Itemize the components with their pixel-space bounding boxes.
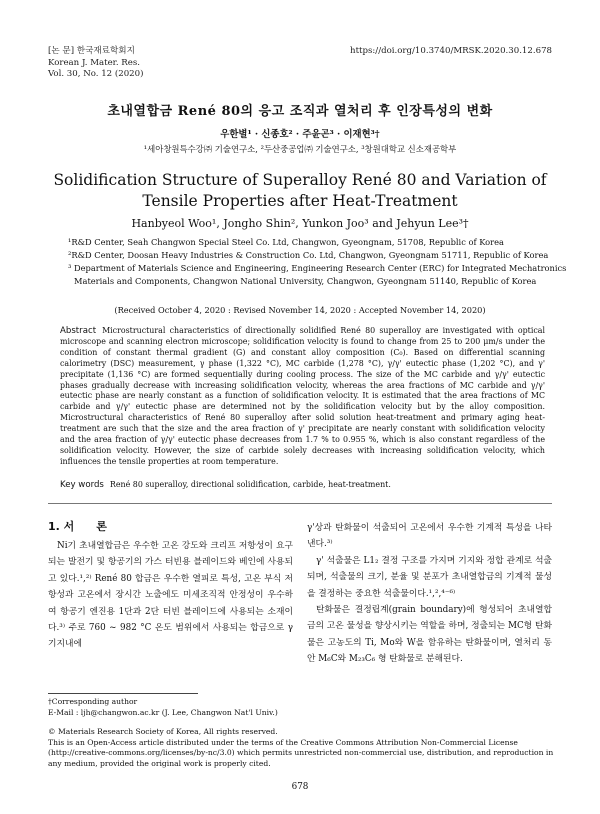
affiliations-korean: ¹세아창원특수강㈜ 기술연구소, ²두산중공업㈜ 기술연구소, ³창원대학교 신소재공학부 [143,144,457,154]
abstract [60,326,545,468]
abstract-label: Abstract [60,326,97,336]
doi-link[interactable]: https://doi.org/10.3740/MRSK.2020.30.12.678 [350,46,552,56]
intro-paragraph-1-cont: γ'상과 탄화물이 석출되어 고온에서 우수한 기계적 특성을 나타낸다.³⁾ [307,523,552,550]
affiliation-2: ²R&D Center, Doosan Heavy Industries & Construction Co. Ltd, Changwon, Gyeongnam 51711, Republic of Korea [68,250,549,260]
intro-right-column [307,520,552,668]
received-dates: (Received October 4, 2020 : Revised November 14, 2020 : Accepted November 14, 2020) [114,305,486,315]
journal-title-ko: [논 문] 한국재료학회지 [48,46,135,56]
affiliation-3-cont: Materials and Components, Changwon National University, Changwon, Gyeongnam 51140, Republic of Korea [74,276,537,286]
journal-volume: Vol. 30, No. 12 (2020) [48,69,144,79]
title-english-line1: Solidification Structure of Superalloy René 80 and Variation of [53,171,547,189]
license-text: This is an Open-Access article distributed under the terms of the Creative Commons Attribution Non-Commercial License (http://creative-commons.org/licenses/by-nc/3.0) which permits unrestricted non-commercial use, distribution, and reproduction in any medium, provided the original work is properly cited. [48,737,554,768]
page-number: 678 [291,782,309,792]
title-english-line2: Tensile Properties after Heat-Treatment [142,192,458,210]
title-english [40,170,560,212]
keywords [60,480,545,490]
copyright-line: © Materials Research Society of Korea, All rights reserved. [48,727,278,736]
keywords-text: René 80 superalloy, directional solidification, carbide, heat-treatment. [109,480,391,489]
divider [48,503,552,504]
section-heading: 1. 서 론 [48,520,107,533]
footnote-corresponding [48,697,556,718]
intro-paragraph-3: 탄화물은 결정립계(grain boundary)에 형성되어 초내열합금의 고온 물성을 향상시키는 역할을 하며, 정출되는 MC형 탄화물은 고농도의 Ti, Mo와 W을 함유하는 탄화물이며, 열처리 동안 M₆C와 M₂₃C₆ 형 탄화물로 분해된다. [307,605,552,665]
footnote-divider [48,693,198,694]
intro-paragraph-2: γ' 석출물은 L1₂ 결정 구조를 가지며 기지와 정합 관계로 석출되며, 석출물의 크기, 분율 및 분포가 초내열합금의 기계적 물성을 결정하는 중요한 석출물이다.¹,²,⁴⁻⁶⁾ [307,555,552,599]
footnote-copyright [48,727,556,769]
authors-english: Hanbyeol Woo¹, Jongho Shin², Yunkon Joo³ and Jehyun Lee³† [131,217,469,230]
intro-left-column [48,538,293,653]
abstract-text: Microstructural characteristics of directionally solidified René 80 superalloy are investigated with optical microscope and scanning electron microscope; solidification velocity is found to change from 25 to 200 μm/s under the condition of constant thermal gradient (G) and constant alloy composition (C₀). Based on differential scanning calorimetry (DSC) measurement, γ phase (1,322 °C), MC carbide (1,278 °C), γ/γ' eutectic phase (1,202 °C), and γ' precipitate (1,136 °C) are formed sequentially during cooling process. The size of the MC carbide and γ/γ' eutectic phases gradually decrease with increasing solidification velocity, whereas the area fractions of MC carbide and γ/γ' eutectic phase are nearly constant as a function of solidification velocity. It is estimated that the area fractions of MC carbide and γ/γ' eutectic phase are determined not by the solidification velocity but by the alloy composition. Microstructural characteristics of René 80 superalloy after solid solution heat-treatment and primary aging heat-treatment are such that the size and the area fraction of γ' precipitate are nearly constant with solidification velocity and the area fraction of γ/γ' eutectic phase decreases from 1.7 % to 0.955 %, which is also constant regardless of the solidification velocity. However, the size of carbide solely decreases with increasing solidification velocity, which influences the tensile properties at room temperature. [60,326,545,466]
authors-korean: 우한별¹ · 신종호² · 주윤곤³ · 이재현³† [220,129,380,140]
keywords-label: Key words [60,480,104,490]
journal-info [48,46,143,81]
corresponding-author: †Corresponding author [48,697,138,706]
corresponding-email: E-Mail : ljh@changwon.ac.kr (J. Lee, Changwon Nat'l Univ.) [48,707,278,717]
affiliation-3: ³ Department of Materials Science and Engineering, Engineering Research Center (ERC) for Integrated Mechatronics [68,263,567,273]
affiliations-english [68,236,567,288]
affiliation-1: ¹R&D Center, Seah Changwon Special Steel Co. Ltd, Changwon, Gyeongnam, 51708, Republic of Korea [68,237,504,247]
title-korean: 초내열합금 René 80의 응고 조직과 열처리 후 인장특성의 변화 [107,104,493,119]
intro-paragraph-1: Ni기 초내열합금은 우수한 고온 강도와 크리프 저항성이 요구되는 발전기 및 항공기의 가스 터빈용 블레이드와 베인에 사용되고 있다.¹,²⁾ René 80 합금은 우수한 열피로 특성, 고온 부식 저항성과 고온에서 장시간 노출에도 미세조직적 안정성이 우수하여 항공기 엔진용 1단과 2단 터빈 블레이드에 사용되는 소재이다.³⁾ 주로 760 ~ 982 °C 온도 범위에서 사용되는 합금으로 γ 기지내에 [48,541,293,650]
journal-title-en: Korean J. Mater. Res. [48,57,140,68]
